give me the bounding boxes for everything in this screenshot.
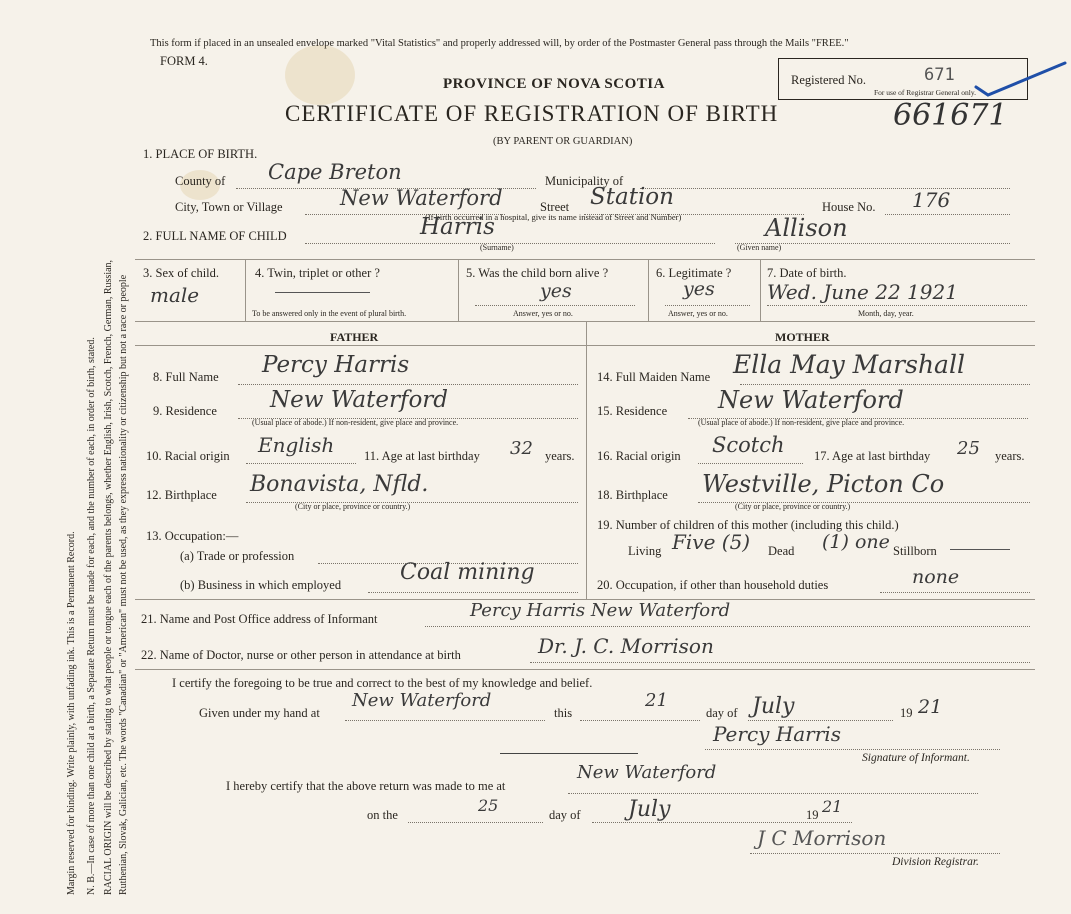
- father-age: 32: [510, 438, 533, 459]
- county-value: Cape Breton: [268, 160, 402, 184]
- mother-race: Scotch: [712, 433, 785, 457]
- page-title: CERTIFICATE OF REGISTRATION OF BIRTH: [285, 101, 779, 126]
- registrar-note: For use of Registrar General only.: [874, 88, 976, 97]
- mother-race-label: 16. Racial origin: [597, 449, 681, 463]
- registrar-place: New Waterford: [577, 762, 717, 783]
- child-name-label: 2. FULL NAME OF CHILD: [143, 229, 287, 243]
- check-mark-icon: [960, 55, 1070, 100]
- sex-label: 3. Sex of child.: [143, 266, 220, 280]
- registrar-signature: J C Morrison: [757, 826, 887, 850]
- given-at-place: New Waterford: [352, 690, 492, 711]
- mother-name-label: 14. Full Maiden Name: [597, 370, 711, 384]
- twin-label: 4. Twin, triplet or other ?: [255, 266, 380, 280]
- registered-value: 671: [924, 65, 955, 85]
- father-race-label: 10. Racial origin: [146, 449, 230, 463]
- certify-year: 21: [918, 696, 943, 718]
- legitimate-caption: Answer, yes or no.: [668, 309, 728, 318]
- father-age-label: 11. Age at last birthday: [364, 449, 480, 463]
- hospital-note: (If birth occurred in a hospital, give its name instead of Street and Number): [425, 212, 682, 222]
- margin-multiple-birth-note: N. B.—In case of more than one child at a birth, a Separate Return must be made for each, and the number of each, in order of birth, stated.: [86, 337, 97, 895]
- informant-signature-caption: Signature of Informant.: [862, 752, 970, 764]
- father-residence-caption: (Usual place of abode.) If non-resident, give place and province.: [252, 418, 459, 427]
- city-label: City, Town or Village: [175, 200, 283, 214]
- certify-month: July: [752, 694, 795, 719]
- margin-binding-note: Margin reserved for binding. Write plainly, with unfading ink. This is a Permanent Record.: [66, 531, 77, 895]
- mother-occupation: none: [912, 566, 960, 588]
- street-label: Street: [540, 200, 570, 214]
- father-birthplace: Bonavista, Nfld.: [250, 472, 429, 497]
- father-residence-label: 9. Residence: [153, 404, 217, 418]
- twin-note: To be answered only in the event of plural birth.: [252, 309, 407, 318]
- municipality-label: Municipality of: [545, 174, 624, 188]
- father-occupation-label: 13. Occupation:—: [146, 529, 239, 543]
- father-business: Coal mining: [400, 560, 535, 585]
- children-count-label: 19. Number of children of this mother (including this child.): [597, 518, 899, 532]
- margin-racial-origin-note: RACIAL ORIGIN will be described by stating to what people or tongue each of the parents belongs, whether English, Irish, Scotch, French, German, Russian,: [103, 259, 114, 895]
- this-label: this: [554, 706, 573, 720]
- certify-day: 21: [645, 690, 668, 711]
- doctor-value: Dr. J. C. Morrison: [538, 634, 714, 658]
- on-the-label: on the: [367, 808, 398, 822]
- informant-value: Percy Harris New Waterford: [470, 600, 731, 621]
- registrar-day: 25: [478, 796, 499, 815]
- mother-residence-label: 15. Residence: [597, 404, 668, 418]
- father-years: years.: [545, 449, 575, 463]
- informant-signature: Percy Harris: [713, 722, 841, 746]
- doctor-label: 22. Name of Doctor, nurse or other person in attendance at birth: [141, 648, 461, 662]
- child-surname: Harris: [420, 214, 495, 240]
- father-name-label: 8. Full Name: [153, 370, 219, 384]
- registrar-day-of-label: day of: [549, 808, 581, 822]
- mother-residence: New Waterford: [718, 386, 904, 414]
- registered-label: Registered No.: [791, 73, 866, 87]
- mother-birthplace-caption: (City or place, province or country.): [735, 502, 851, 511]
- registrar-month: July: [628, 797, 671, 822]
- legitimate-value: yes: [683, 278, 715, 300]
- mother-name: Ella May Marshall: [733, 350, 965, 379]
- surname-caption: (Surname): [480, 243, 514, 252]
- living-count: Five (5): [672, 530, 751, 554]
- mother-occupation-label: 20. Occupation, if other than household duties: [597, 578, 829, 592]
- father-heading: FATHER: [330, 330, 379, 344]
- place-of-birth-label: 1. PLACE OF BIRTH.: [143, 147, 258, 161]
- alive-label: 5. Was the child born alive ?: [466, 266, 609, 280]
- margin-racial-origin-note-2: Ruthenian, Slovak, Galician, etc. The words "Canadian" or "American" must not be used, as they express nationality or citizenship but not a race or people: [118, 274, 129, 895]
- mother-years: years.: [995, 449, 1025, 463]
- mother-birthplace-label: 18. Birthplace: [597, 488, 668, 502]
- mother-residence-caption: (Usual place of abode.) If non-resident, give place and province.: [698, 418, 905, 427]
- mother-heading: MOTHER: [775, 330, 830, 344]
- mother-birthplace: Westville, Picton Co: [702, 470, 945, 498]
- living-label: Living: [628, 544, 662, 558]
- day-of-label: day of: [706, 706, 738, 720]
- registrar-year-prefix: 19: [806, 808, 819, 822]
- business-label: (b) Business in which employed: [180, 578, 342, 592]
- registrar-statement: I hereby certify that the above return was made to me at: [226, 779, 506, 793]
- street-value: Station: [590, 184, 674, 210]
- dead-label: Dead: [768, 544, 795, 558]
- registrar-caption: Division Registrar.: [892, 856, 979, 868]
- father-residence: New Waterford: [270, 387, 449, 413]
- mother-age-label: 17. Age at last birthday: [814, 449, 931, 463]
- sex-value: male: [150, 283, 200, 307]
- dob-label: 7. Date of birth.: [767, 266, 847, 280]
- alive-caption: Answer, yes or no.: [513, 309, 573, 318]
- city-value: New Waterford: [340, 186, 503, 210]
- child-given-name: Allison: [765, 214, 848, 242]
- province-heading: PROVINCE OF NOVA SCOTIA: [443, 76, 665, 92]
- certify-statement: I certify the foregoing to be true and correct to the best of my knowledge and belief.: [172, 676, 593, 690]
- trade-label: (a) Trade or profession: [180, 549, 295, 563]
- house-number-label: House No.: [822, 200, 876, 214]
- paper-stain: [285, 45, 355, 105]
- father-race: English: [258, 433, 335, 457]
- form-number: FORM 4.: [160, 54, 208, 68]
- given-caption: (Given name): [737, 243, 782, 252]
- father-birthplace-label: 12. Birthplace: [146, 488, 217, 502]
- registrar-year: 21: [822, 797, 843, 816]
- house-number-value: 176: [912, 188, 951, 212]
- stillborn-label: Stillborn: [893, 544, 937, 558]
- postal-notice: This form if placed in an unsealed envelope marked "Vital Statistics" and properly addressed will, by order of the Postmaster General pass through the Mails "FREE.": [150, 38, 849, 49]
- county-label: County of: [175, 174, 226, 188]
- page-subtitle: (BY PARENT OR GUARDIAN): [493, 136, 633, 147]
- given-at-label: Given under my hand at: [199, 706, 320, 720]
- father-birthplace-caption: (City or place, province or country.): [295, 502, 411, 511]
- certify-year-prefix: 19: [900, 706, 913, 720]
- informant-label: 21. Name and Post Office address of Informant: [141, 612, 378, 626]
- dead-count: (1) one: [822, 531, 890, 553]
- alive-value: yes: [540, 280, 572, 302]
- father-name: Percy Harris: [262, 352, 410, 378]
- handwritten-number: 661671: [893, 98, 1008, 133]
- dob-caption: Month, day, year.: [858, 309, 914, 318]
- dob-value: Wed. June 22 1921: [767, 280, 958, 304]
- legitimate-label: 6. Legitimate ?: [656, 266, 732, 280]
- mother-age: 25: [957, 438, 980, 459]
